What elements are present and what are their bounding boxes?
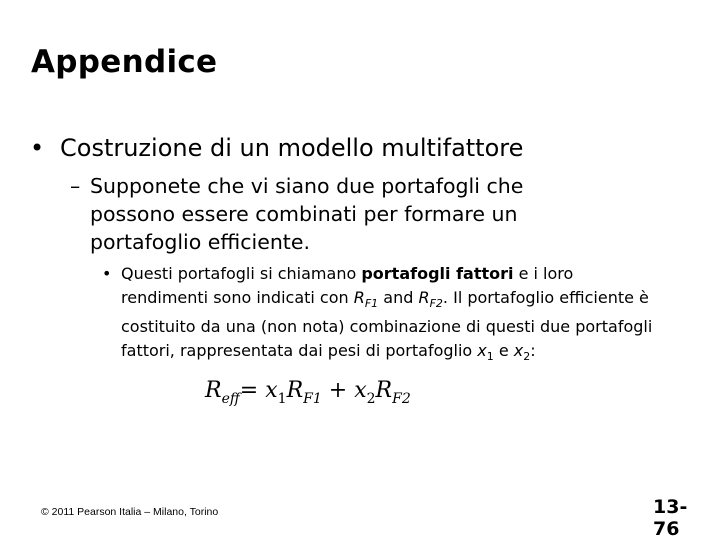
eq-f2: F2: [392, 391, 411, 407]
eq-f1: F1: [303, 391, 322, 407]
dot-marker: •: [102, 264, 112, 283]
text-run: e i loro rendimenti sono indicati con: [121, 264, 574, 307]
text-run: :: [530, 340, 536, 360]
text-run: and: [378, 287, 419, 307]
sub-sub-bullet-text: [121, 262, 656, 368]
bullet-text: Costruzione di un modello multifattore: [60, 134, 524, 162]
eq-x2: x: [354, 378, 367, 403]
eq-equals: =: [239, 378, 266, 403]
subscript-1: 1: [486, 349, 494, 363]
eq-sub1: 1: [277, 391, 287, 407]
page-number: 13-76: [653, 496, 688, 540]
subscript-f1: F1: [364, 296, 379, 310]
symbol-r: R: [353, 287, 365, 307]
subscript-f2: F2: [429, 296, 443, 310]
eq-plus: +: [321, 378, 355, 403]
sub-bullet-text: Supponete che vi siano due portafogli che possono essere combinati per formare un portafoglio efficiente.: [90, 174, 524, 254]
slide-title: Appendice: [31, 44, 218, 80]
dash-marker: –: [70, 174, 81, 198]
text-run: . Il portafoglio efficiente è costituito da una (non nota) combinazione di questi due portafogli fattori, rappresentata dai pesi di portafoglio: [121, 287, 653, 360]
eq-r: R: [205, 378, 222, 403]
bullet-marker: •: [30, 134, 45, 162]
eq-x1: x: [265, 378, 278, 403]
symbol-r: R: [418, 287, 430, 307]
copyright-footer: © 2011 Pearson Italia – Milano, Torino: [41, 506, 219, 518]
eq-rf1: R: [286, 378, 304, 403]
equation: [205, 378, 411, 412]
symbol-x: x: [477, 340, 487, 360]
eq-sub2: 2: [366, 391, 376, 407]
eq-rf2: R: [375, 378, 393, 403]
bold-term: portafogli fattori: [361, 264, 514, 283]
subscript-2: 2: [523, 349, 531, 363]
text-run: Questi portafogli si chiamano: [121, 264, 362, 283]
symbol-x: x: [513, 340, 524, 360]
text-run: e: [493, 340, 514, 360]
eq-eff: eff: [221, 391, 240, 407]
